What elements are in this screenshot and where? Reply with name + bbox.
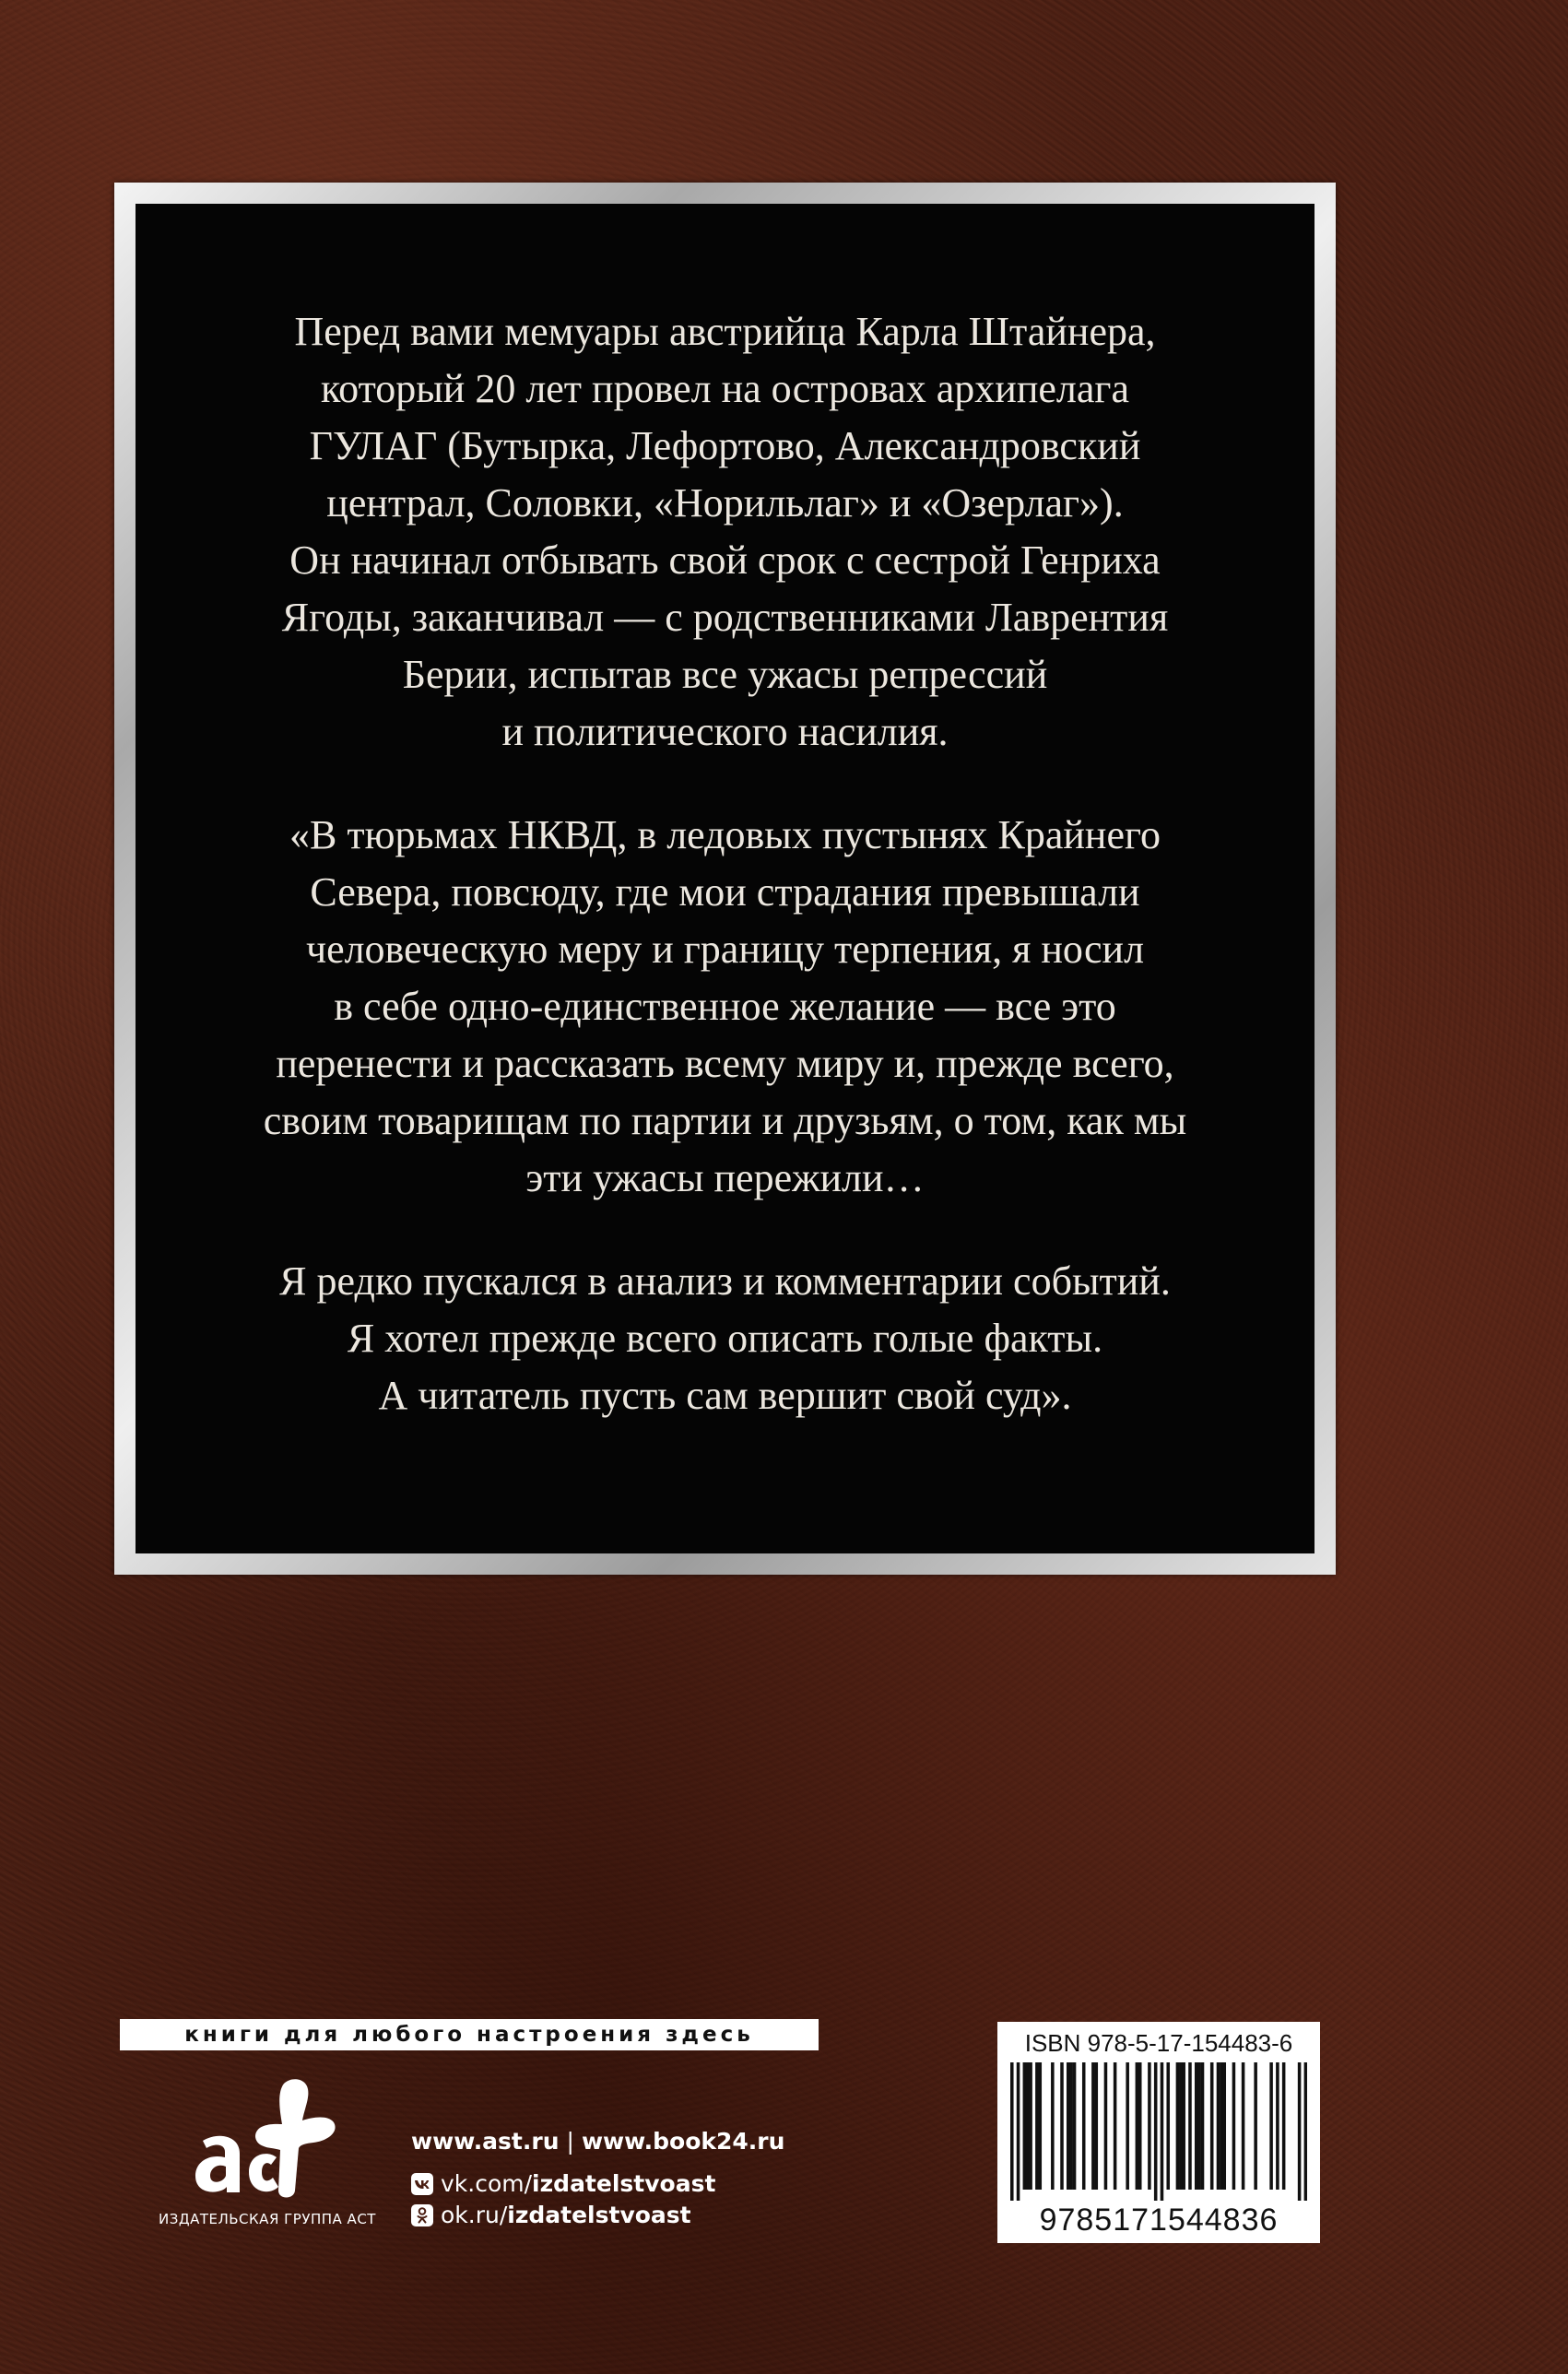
barcode-bar <box>1176 2062 1180 2190</box>
text-line: своим товарищам по партии и друзьям, о том, как мы <box>263 1098 1187 1143</box>
paragraph-intro <box>172 303 1278 761</box>
barcode-bar <box>1220 2062 1223 2190</box>
barcode-bar <box>1222 2062 1226 2190</box>
link-book24[interactable]: www.book24.ru <box>581 2128 785 2155</box>
barcode-bar <box>1026 2062 1030 2190</box>
barcode-bar <box>1029 2062 1032 2190</box>
text-line: Я хотел прежде всего описать голые факты. <box>347 1316 1103 1361</box>
text-line: централ, Соловки, «Норильлаг» и «Озерлаг»). <box>326 480 1124 526</box>
text-panel-frame <box>114 183 1336 1575</box>
ean-digits: 9785171544836 <box>1039 2203 1279 2238</box>
barcode-bar <box>1304 2062 1307 2201</box>
isbn-label: ISBN 978-5-17-154483-6 <box>1024 2029 1293 2057</box>
barcode-bar <box>1104 2062 1108 2190</box>
vk-handle: izdatelstvoast <box>532 2170 716 2197</box>
barcode-bar <box>1197 2062 1201 2190</box>
barcode-bar <box>1039 2062 1043 2190</box>
text-line: А читатель пусть сам вершит свой суд». <box>378 1373 1072 1418</box>
barcode-bar <box>1161 2062 1164 2201</box>
barcode-bar <box>1166 2062 1170 2190</box>
barcode-bar <box>1148 2062 1151 2190</box>
ok-handle: izdatelstvoast <box>507 2202 691 2228</box>
text-line: Перед вами мемуары австрийца Карла Штайнера, <box>294 309 1156 354</box>
text-line: Ягоды, заканчивал — с родственниками Лаврентия <box>281 595 1169 640</box>
paragraph-quote <box>172 807 1278 1207</box>
text-line: эти ужасы пережили… <box>525 1155 925 1200</box>
barcode-bar <box>1254 2062 1257 2190</box>
barcode-bar <box>1232 2062 1236 2190</box>
text-line: «В тюрьмах НКВД, в ледовых пустынях Крайнего <box>289 812 1161 857</box>
barcode-bar <box>1201 2062 1205 2190</box>
barcode-bar <box>1114 2062 1117 2190</box>
odnoklassniki-icon <box>411 2204 433 2226</box>
link-ast[interactable]: www.ast.ru <box>411 2128 560 2155</box>
text-line: который 20 лет провел на островах архипелага <box>321 366 1129 411</box>
text-line: Он начинал отбывать свой срок с сестрой Генриха <box>289 537 1161 583</box>
text-line: человеческую меру и границу терпения, я носил <box>305 927 1145 972</box>
barcode-bar <box>1017 2062 1020 2201</box>
ast-logo-icon <box>175 2073 360 2211</box>
barcode-bar <box>1073 2062 1077 2190</box>
vk-prefix: vk.com/ <box>441 2170 533 2197</box>
paragraph-closing <box>172 1253 1278 1424</box>
link-separator: | <box>566 2128 574 2155</box>
text-line: ГУЛАГ (Бутырка, Лефортово, Александровский <box>309 423 1141 468</box>
barcode-bar <box>1069 2062 1073 2190</box>
isbn-barcode <box>997 2022 1320 2243</box>
publisher-caption: ИЗДАТЕЛЬСКАЯ ГРУППА АСТ <box>159 2211 376 2227</box>
barcode-bar <box>1210 2062 1214 2190</box>
barcode-bar <box>1282 2062 1286 2190</box>
barcode-bar <box>1188 2062 1192 2190</box>
tagline-strip: книги для любого настроения здесь <box>120 2019 819 2050</box>
barcode-bar <box>1217 2062 1220 2190</box>
barcode-bar <box>1276 2062 1279 2190</box>
barcode-bar <box>1179 2062 1183 2190</box>
barcode-bar <box>1060 2062 1064 2190</box>
barcode-bar <box>1182 2062 1185 2190</box>
text-line: в себе одно-единственное желание — все это <box>334 984 1116 1029</box>
text-line: Я редко пускался в анализ и комментарии событий. <box>279 1258 1171 1304</box>
barcode-bar <box>1126 2062 1129 2190</box>
barcode-bar <box>1035 2062 1039 2190</box>
text-line: Берии, испытав все ужасы репрессий <box>402 652 1048 697</box>
barcode-bar <box>1023 2062 1027 2190</box>
publisher-links <box>411 2126 784 2231</box>
barcode-bar <box>1138 2062 1142 2190</box>
barcode-bar <box>1091 2062 1095 2190</box>
text-line: Севера, повсюду, где мои страдания превышали <box>310 869 1140 915</box>
barcode-bar <box>1136 2062 1139 2190</box>
website-links <box>411 2126 784 2157</box>
barcode-bar <box>1195 2062 1198 2190</box>
barcode-bar <box>1051 2062 1055 2190</box>
barcode-bar <box>1010 2062 1014 2201</box>
barcode-bar <box>1154 2062 1158 2201</box>
publisher-logo <box>147 2073 387 2238</box>
text-line: перенести и рассказать всему миру и, прежде всего, <box>276 1041 1174 1086</box>
text-line: и политического насилия. <box>501 709 949 754</box>
barcode-bar <box>1298 2062 1302 2201</box>
vk-link-row[interactable] <box>411 2168 784 2200</box>
barcode-bar <box>1082 2062 1086 2190</box>
barcode-bar <box>1095 2062 1099 2190</box>
text-panel <box>136 204 1315 1553</box>
vk-icon <box>411 2173 433 2195</box>
barcode-bar <box>1242 2062 1245 2190</box>
barcode-bar <box>1269 2062 1273 2190</box>
barcode-bar <box>1067 2062 1070 2190</box>
barcode-bars <box>1010 2062 1307 2201</box>
ok-link-row[interactable] <box>411 2200 784 2231</box>
ok-prefix: ok.ru/ <box>441 2202 508 2228</box>
